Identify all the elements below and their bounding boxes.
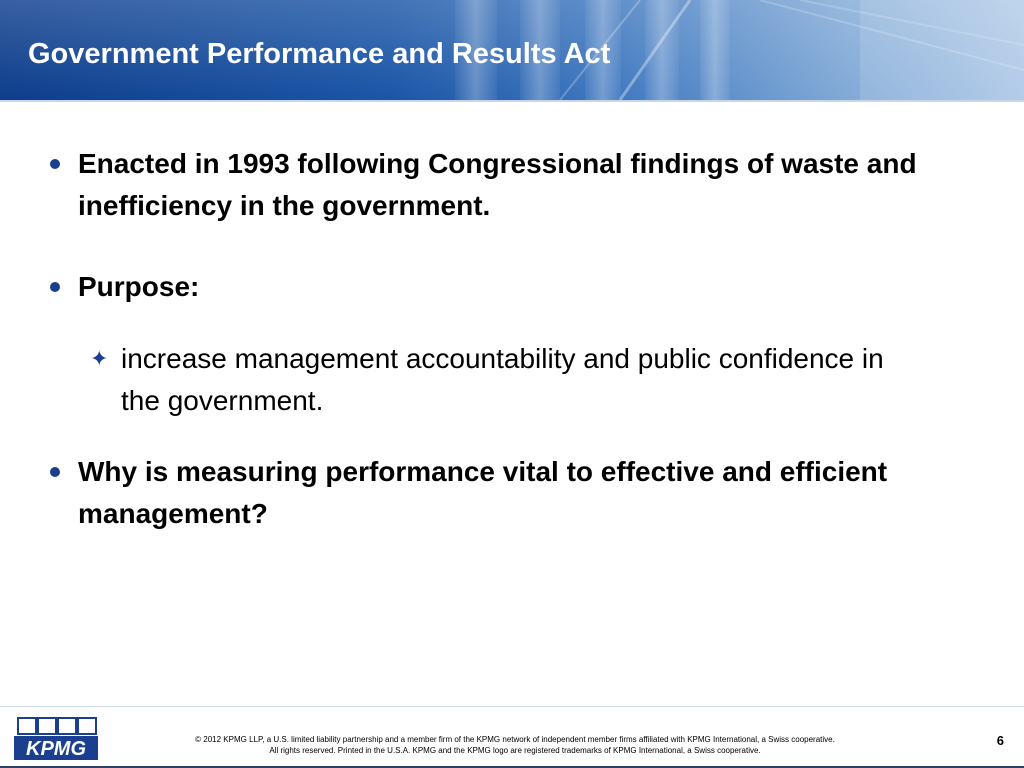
slide-content (0, 102, 1024, 702)
bullet-item (78, 266, 958, 308)
legal-line: © 2012 KPMG LLP, a U.S. limited liability partnership and a member firm of the KPMG network of independent member firms affiliated with KPMG International, a Swiss cooperative. (195, 735, 835, 744)
sub-bullet-text: increase management accountability and public confidence in the government. (121, 343, 884, 416)
bullet-item (78, 143, 958, 227)
legal-line: All rights reserved. Printed in the U.S.A. KPMG and the KPMG logo are registered trademarks of KPMG International, a Swiss cooperative. (269, 746, 761, 755)
bullet-dot-icon (50, 282, 60, 292)
page-number: 6 (996, 733, 1004, 748)
legal-notice (135, 734, 895, 756)
slide-title: Government Performance and Results Act (28, 38, 611, 70)
bullet-text: Purpose: (78, 271, 200, 302)
kpmg-logo (10, 716, 100, 764)
sub-bullet-item (90, 338, 921, 422)
bullet-item (78, 451, 958, 535)
bullet-text: Enacted in 1993 following Congressional findings of waste and inefficiency in the government. (78, 148, 917, 221)
bullet-dot-icon (50, 467, 60, 477)
svg-text:KPMG: KPMG (26, 738, 86, 760)
footer-divider (0, 706, 1024, 707)
bullet-dot-icon (50, 159, 60, 169)
bullet-text: Why is measuring performance vital to effective and efficient management? (78, 456, 888, 529)
four-point-star-icon: ✦ (90, 346, 109, 371)
title-banner (0, 0, 1024, 100)
